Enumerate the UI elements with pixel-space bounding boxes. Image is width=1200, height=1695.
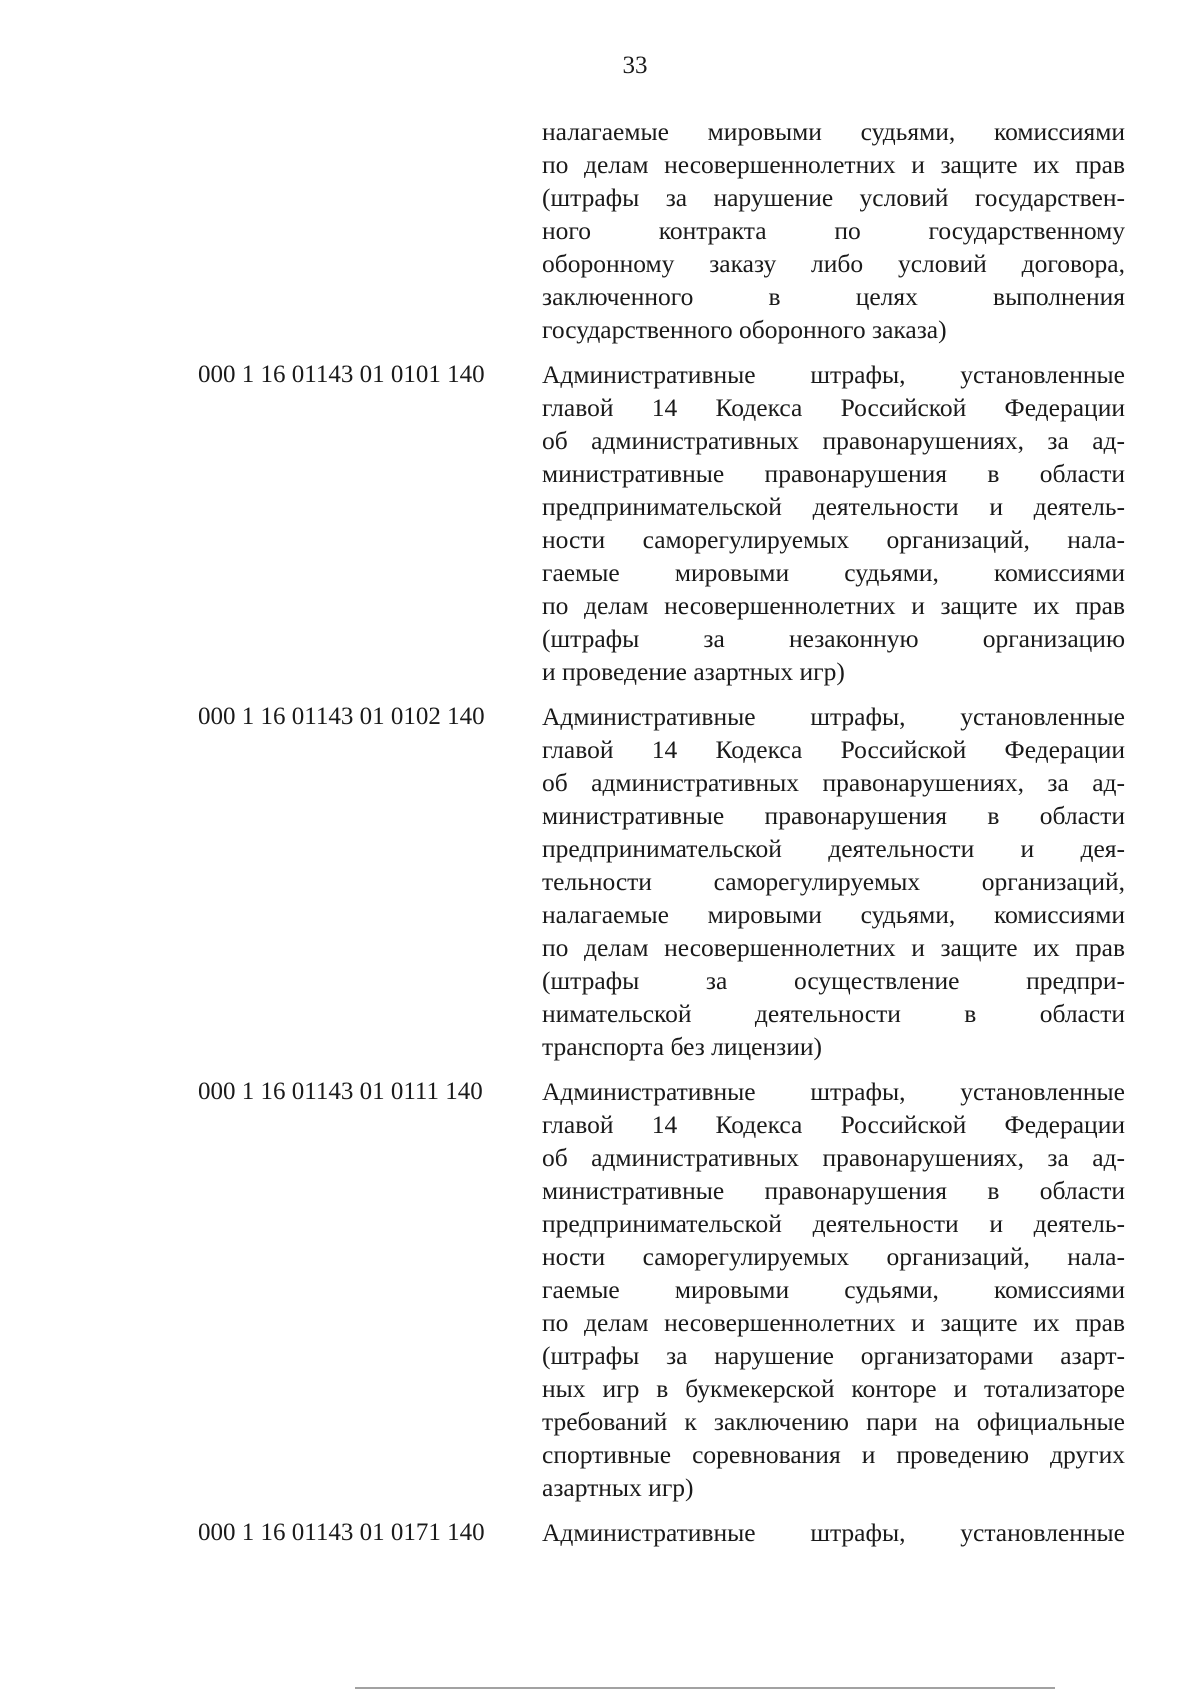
description-line: (штрафы за нарушение условий государствен- bbox=[542, 183, 1125, 212]
description-line: гаемые мировыми судьями, комиссиями bbox=[542, 558, 1125, 587]
description-line: предпринимательской деятельности и деятель- bbox=[542, 1209, 1125, 1238]
description-line: оборонному заказу либо условий договора, bbox=[542, 249, 1125, 278]
description-line: требований к заключению пари на официальные bbox=[542, 1407, 1125, 1436]
description-line: по делам несовершеннолетних и защите их прав bbox=[542, 933, 1125, 962]
description-line: об административных правонарушениях, за ад- bbox=[542, 426, 1125, 455]
description-line: министративные правонарушения в области bbox=[542, 801, 1125, 830]
description-line: заключенного в целях выполнения bbox=[542, 282, 1125, 311]
classification-code: 000 1 16 01143 01 0111 140 bbox=[198, 1078, 483, 1105]
table-row bbox=[0, 1075, 1200, 1504]
classification-code: 000 1 16 01143 01 0171 140 bbox=[198, 1519, 485, 1546]
description-line: министративные правонарушения в области bbox=[542, 459, 1125, 488]
description-line: главой 14 Кодекса Российской Федерации bbox=[542, 1110, 1125, 1139]
description-line: по делам несовершеннолетних и защите их прав bbox=[542, 591, 1125, 620]
codes-table bbox=[0, 115, 1200, 1561]
description-line: нимательской деятельности в области bbox=[542, 999, 1125, 1028]
description-line: предпринимательской деятельности и дея- bbox=[542, 834, 1125, 863]
table-row bbox=[0, 700, 1200, 1063]
description-line: ных игр в букмекерской конторе и тотализаторе bbox=[542, 1374, 1125, 1403]
entry-description bbox=[542, 115, 1125, 346]
description-line: об административных правонарушениях, за ад- bbox=[542, 1143, 1125, 1172]
entry-description bbox=[542, 358, 1125, 688]
classification-code: 000 1 16 01143 01 0101 140 bbox=[198, 361, 485, 388]
description-line: по делам несовершеннолетних и защите их прав bbox=[542, 1308, 1125, 1337]
description-line: транспорта без лицензии) bbox=[542, 1032, 823, 1061]
table-row bbox=[0, 358, 1200, 688]
description-line: Административные штрафы, установленные bbox=[542, 360, 1125, 389]
description-line: главой 14 Кодекса Российской Федерации bbox=[542, 735, 1125, 764]
description-line: об административных правонарушениях, за ад- bbox=[542, 768, 1125, 797]
entry-description bbox=[542, 1075, 1125, 1504]
description-line: главой 14 Кодекса Российской Федерации bbox=[542, 393, 1125, 422]
description-line: (штрафы за осуществление предпри- bbox=[542, 966, 1125, 995]
description-line: (штрафы за нарушение организаторами азарт- bbox=[542, 1341, 1125, 1370]
description-line: ности саморегулируемых организаций, нала- bbox=[542, 525, 1125, 554]
scan-artifact-line bbox=[355, 1687, 1055, 1689]
description-line: предпринимательской деятельности и деятель- bbox=[542, 492, 1125, 521]
table-row bbox=[0, 1516, 1200, 1549]
description-line: тельности саморегулируемых организаций, bbox=[542, 867, 1125, 896]
entry-description bbox=[542, 1516, 1125, 1549]
continuation-block bbox=[0, 115, 1200, 346]
description-line: министративные правонарушения в области bbox=[542, 1176, 1125, 1205]
description-line: (штрафы за незаконную организацию bbox=[542, 624, 1125, 653]
description-line: по делам несовершеннолетних и защите их прав bbox=[542, 150, 1125, 179]
description-line: налагаемые мировыми судьями, комиссиями bbox=[542, 900, 1125, 929]
description-line: Административные штрафы, установленные bbox=[542, 1518, 1125, 1547]
page-number: 33 bbox=[622, 52, 648, 79]
description-line: ности саморегулируемых организаций, нала- bbox=[542, 1242, 1125, 1271]
description-line: и проведение азартных игр) bbox=[542, 657, 845, 686]
description-line: Административные штрафы, установленные bbox=[542, 1077, 1125, 1106]
description-line: налагаемые мировыми судьями, комиссиями bbox=[542, 117, 1125, 146]
description-line: государственного оборонного заказа) bbox=[542, 315, 947, 344]
description-line: спортивные соревнования и проведению других bbox=[542, 1440, 1125, 1469]
description-line: азартных игр) bbox=[542, 1473, 694, 1502]
description-line: Административные штрафы, установленные bbox=[542, 702, 1125, 731]
entry-description bbox=[542, 700, 1125, 1063]
description-line: ного контракта по государственному bbox=[542, 216, 1125, 245]
classification-code: 000 1 16 01143 01 0102 140 bbox=[198, 703, 485, 730]
description-line: гаемые мировыми судьями, комиссиями bbox=[542, 1275, 1125, 1304]
